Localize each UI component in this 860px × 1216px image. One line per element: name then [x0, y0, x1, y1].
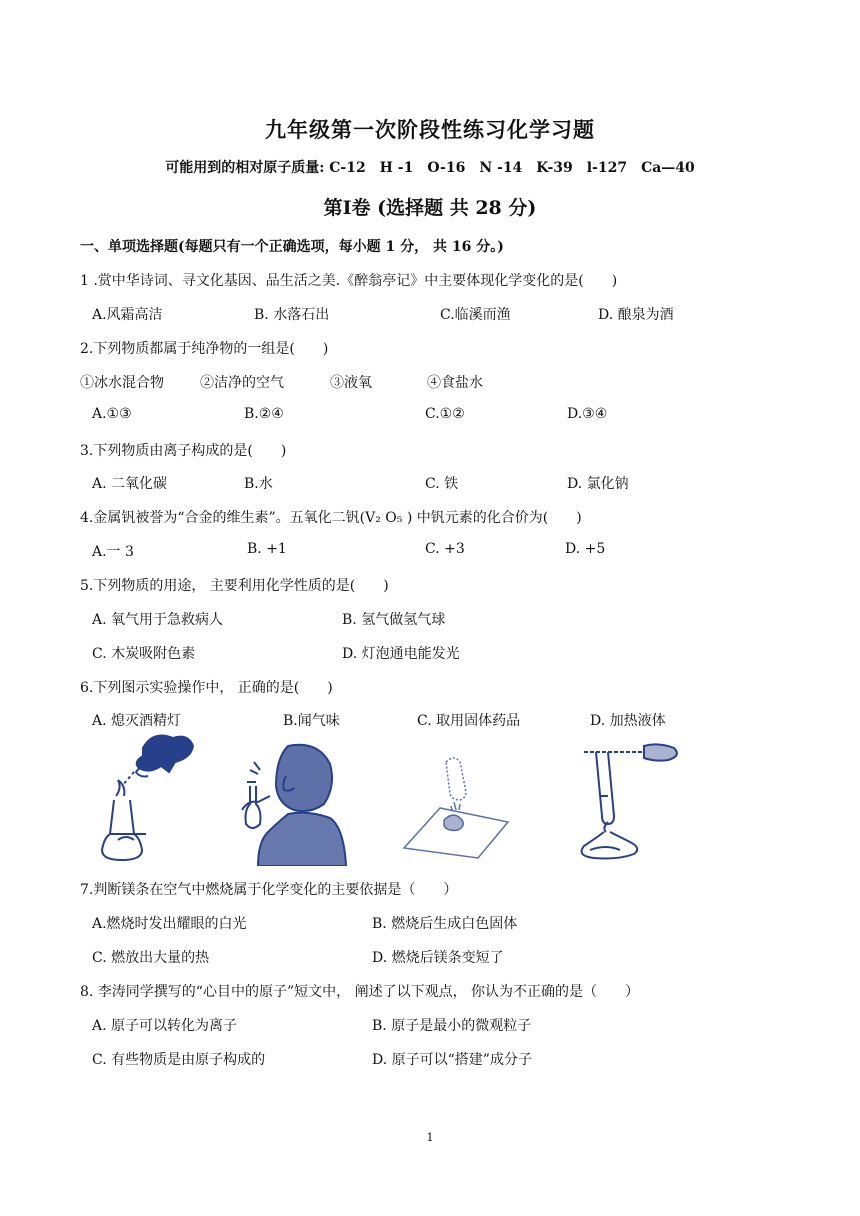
question-4-option-b: B. +1 [247, 541, 287, 557]
question-4-option-c: C. +3 [425, 541, 465, 557]
question-3-option-c: C. 铁 [425, 476, 459, 492]
question-3-option-b: B.水 [244, 476, 273, 492]
extinguish-alcohol-lamp-image [88, 728, 203, 868]
part-one-heading: 一、单项选择题(每题只有一个正确选项，每小题 1 分， 共 16 分。) [80, 239, 504, 255]
question-7-stem: 7.判断镁条在空气中燃烧属于化学变化的主要依据是（ ） [80, 882, 458, 898]
question-2-item-1: ①冰水混合物 [80, 375, 164, 391]
question-8-option-b: B. 原子是最小的微观粒子 [372, 1018, 532, 1034]
question-6-option-d: D. 加热液体 [590, 713, 666, 729]
question-5-option-a: A. 氧气用于急救病人 [92, 612, 224, 628]
question-2-option-d: D.③④ [567, 406, 608, 422]
question-8-stem: 8. 李涛同学撰写的“心目中的原子”短文中， 阐述了以下观点， 你认为不正确的是（ ） [80, 984, 640, 1000]
question-4-option-a: A.一 3 [92, 544, 134, 560]
question-8-option-a: A. 原子可以转化为离子 [92, 1018, 238, 1034]
question-2-item-4: ④食盐水 [427, 375, 483, 391]
question-6-option-c: C. 取用固体药品 [417, 713, 521, 729]
question-4-stem: 4.金属钒被誉为“合金的维生素”。五氧化二钒(V₂ O₅ ) 中钒元素的化合价为( ) [80, 510, 582, 526]
question-1-option-b: B. 水落石出 [254, 307, 330, 323]
question-5-stem: 5.下列物质的用途， 主要利用化学性质的是( ) [80, 578, 389, 594]
take-solid-reagent-image [400, 752, 520, 862]
question-5-option-c: C. 木炭吸附色素 [92, 646, 196, 662]
section-heading: 第Ⅰ卷 (选择题 共 28 分) [323, 197, 537, 219]
heat-liquid-image [576, 738, 686, 868]
question-7-option-c: C. 燃放出大量的热 [92, 950, 210, 966]
question-3-stem: 3.下列物质由离子构成的是( ) [80, 443, 287, 459]
page-number: 1 [426, 1131, 434, 1144]
question-8-option-c: C. 有些物质是由原子构成的 [92, 1052, 266, 1068]
question-7-option-b: B. 燃烧后生成白色固体 [372, 916, 518, 932]
question-2-item-3: ③液氧 [330, 375, 372, 391]
question-1-option-a: A.风霜高洁 [92, 307, 163, 323]
atomic-masses-note: 可能用到的相对原子质量: C-12 H -1 O-16 N -14 K-39 l-127 Ca—40 [165, 160, 695, 176]
question-7-option-d: D. 燃烧后镁条变短了 [372, 950, 504, 966]
question-6-option-a: A. 熄灭酒精灯 [92, 713, 182, 729]
question-4-option-d: D. +5 [565, 541, 606, 557]
question-1-option-c: C.临溪而渔 [440, 307, 511, 323]
question-3-option-a: A. 二氧化碳 [92, 476, 168, 492]
question-3-option-d: D. 氯化钠 [567, 476, 629, 492]
question-7-option-a: A.燃烧时发出耀眼的白光 [92, 916, 247, 932]
smell-gas-image [230, 736, 350, 866]
question-8-option-d: D. 原子可以“搭建”成分子 [372, 1052, 532, 1068]
question-6-option-b: B.闻气味 [283, 713, 340, 729]
question-5-option-d: D. 灯泡通电能发光 [342, 646, 460, 662]
question-1-stem: 1 .赏中华诗词、寻文化基因、品生活之美.《醉翁亭记》中主要体现化学变化的是( ) [80, 273, 618, 289]
question-2-option-a: A.①③ [92, 406, 132, 422]
question-1-option-d: D. 酿泉为酒 [598, 307, 674, 323]
question-6-stem: 6.下列图示实验操作中， 正确的是( ) [80, 680, 333, 696]
exam-title: 九年级第一次阶段性练习化学习题 [265, 117, 595, 142]
question-5-option-b: B. 氢气做氢气球 [342, 612, 446, 628]
question-2-option-c: C.①② [425, 406, 465, 422]
question-2-option-b: B.②④ [244, 406, 284, 422]
question-2-item-2: ②洁净的空气 [200, 375, 284, 391]
question-2-stem: 2.下列物质都属于纯净物的一组是( ) [80, 341, 329, 357]
